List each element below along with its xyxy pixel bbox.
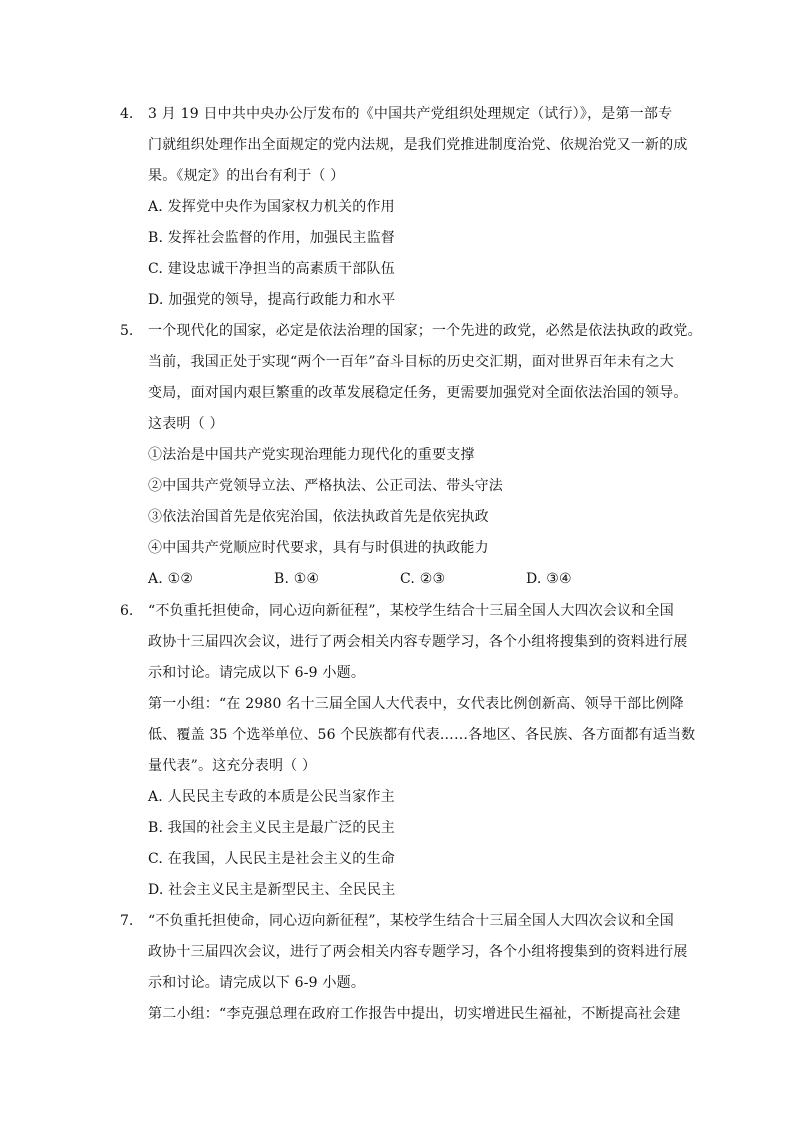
options-row <box>148 564 680 595</box>
option-c: C. 在我国，人民民主是社会主义的生命 <box>148 851 395 867</box>
option-a: A. ①② <box>148 571 194 587</box>
statement-3: ③依法治国首先是依宪治国，依法执政首先是依宪执政 <box>148 509 489 525</box>
question-stem-line: 果。《规定》的出台有利于（ ） <box>148 168 345 184</box>
option-a: A. 发挥党中央作为国家权力机关的作用 <box>148 199 395 215</box>
question-5 <box>120 316 702 595</box>
question-stem-line: 门就组织处理作出全面规定的党内法规，是我们党推进制度治党、依规治党又一新的成 <box>148 137 688 153</box>
question-stem-line: 政协十三届四次会议，进行了两会相关内容专题学习，各个小组将搜集到的资料进行展 <box>148 944 688 960</box>
option-d: D. 加强党的领导，提高行政能力和水平 <box>148 292 396 308</box>
option-c: C. 建设忠诚干净担当的高素质干部队伍 <box>148 261 395 277</box>
question-number: 4. <box>120 106 134 122</box>
question-stem-line: 政协十三届四次会议，进行了两会相关内容专题学习，各个小组将搜集到的资料进行展 <box>148 634 688 650</box>
question-stem-line: 一个现代化的国家，必定是依法治理的国家；一个先进的政党，必然是依法执政的政党。 <box>148 323 702 339</box>
question-stem-line: “不负重托担使命，同心迈向新征程”，某校学生结合十三届全国人大四次会议和全国 <box>148 913 674 929</box>
option-d: D. ③④ <box>526 571 572 587</box>
question-number: 5. <box>120 323 134 339</box>
option-b: B. 我国的社会主义民主是最广泛的民主 <box>148 820 395 836</box>
option-a: A. 人民民主专政的本质是公民当家作主 <box>148 789 395 805</box>
material-line: 第二小组：“李克强总理在政府工作报告中提出，切实增进民生福祉，不断提高社会建 <box>148 1006 681 1022</box>
question-stem-line: 示和讨论。请完成以下 6-9 小题。 <box>148 665 366 681</box>
material-line: 低、覆盖 35 个选举单位、56 个民族都有代表……各地区、各民族、各方面都有适当数 <box>148 727 696 743</box>
option-d: D. 社会主义民主是新型民主、全民民主 <box>148 882 396 898</box>
question-stem-line: “不负重托担使命，同心迈向新征程”，某校学生结合十三届全国人大四次会议和全国 <box>148 603 674 619</box>
statement-4: ④中国共产党顺应时代要求，具有与时俱进的执政能力 <box>148 540 489 556</box>
question-stem-line: 示和讨论。请完成以下 6-9 小题。 <box>148 975 366 991</box>
material-line: 第一小组：“在 2980 名十三届全国人大代表中，女代表比例创新高、领导干部比例降 <box>148 696 684 712</box>
question-stem-line: 变局，面对国内艰巨繁重的改革发展稳定任务，更需要加强党对全面依法治国的领导。 <box>148 385 688 401</box>
question-stem-line: 这表明（ ） <box>148 416 224 432</box>
question-number: 7. <box>120 913 134 929</box>
statement-2: ②中国共产党领导立法、严格执法、公正司法、带头守法 <box>148 478 503 494</box>
option-b: B. 发挥社会监督的作用，加强民主监督 <box>148 230 395 246</box>
material-line: 量代表”。这充分表明（ ） <box>148 758 317 774</box>
question-6 <box>120 596 696 906</box>
question-stem-line: 当前，我国正处于实现“两个一百年”奋斗目标的历史交汇期，面对世界百年未有之大 <box>148 354 674 370</box>
option-b: B. ①④ <box>274 571 320 587</box>
question-4 <box>120 99 688 316</box>
statement-1: ①法治是中国共产党实现治理能力现代化的重要支撑 <box>148 447 475 463</box>
option-c: C. ②③ <box>400 571 446 587</box>
question-number: 6. <box>120 603 134 619</box>
question-stem-line: 3 月 19 日中共中央办公厅发布的《中国共产党组织处理规定（试行）》，是第一部专 <box>148 106 673 122</box>
question-7 <box>120 906 688 1030</box>
